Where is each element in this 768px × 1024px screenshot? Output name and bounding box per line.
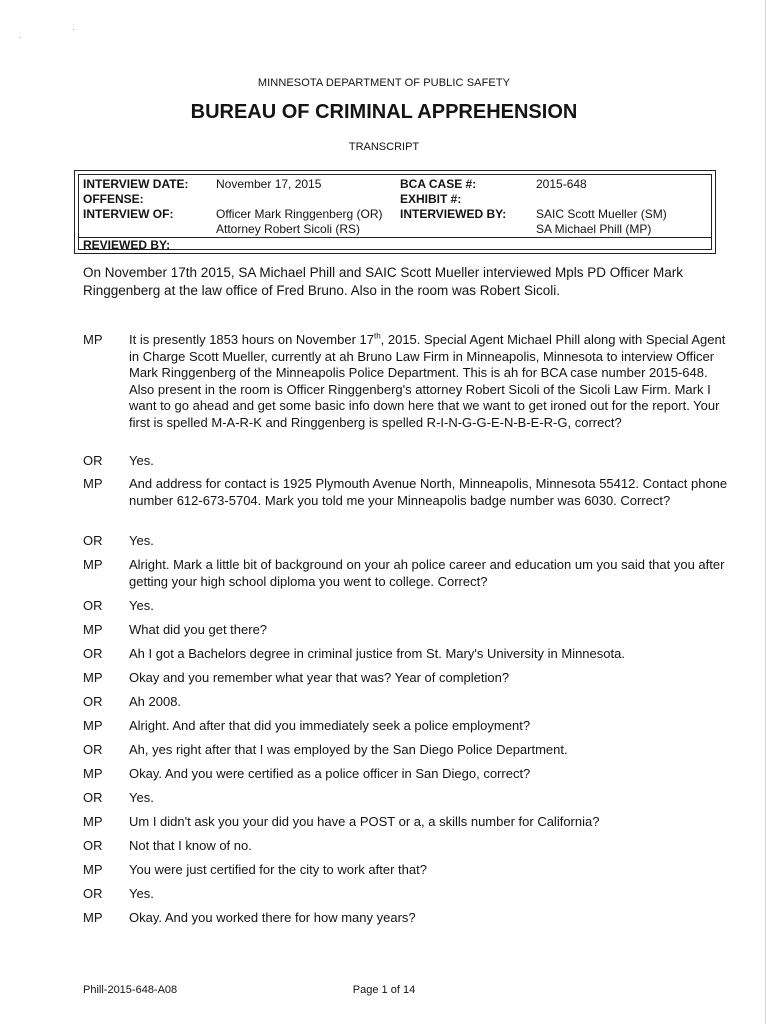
footer-document-id: Phill-2015-648-A08: [83, 984, 178, 996]
utterance-text: What did you get there?: [129, 622, 268, 637]
intro-paragraph: On November 17th 2015, SA Michael Phill and SAIC Scott Mueller interviewed Mpls PD Officer Mark Ringgenberg at the law office of Fred Bruno. Also in the room was Robert Sicoli.: [83, 265, 684, 298]
interview-date-value: November 17, 2015: [216, 177, 322, 191]
speaker-code: OR: [83, 533, 103, 548]
speaker-code: MP: [83, 718, 103, 733]
speaker-code: OR: [83, 598, 103, 613]
speaker-code: OR: [83, 453, 103, 468]
interviewer-saic: SAIC Scott Mueller (SM): [536, 207, 667, 221]
utterance-text: Okay. And you were certified as a police officer in San Diego, correct?: [129, 766, 531, 781]
utterance-text: Ah 2008.: [129, 694, 182, 709]
department-heading: MINNESOTA DEPARTMENT OF PUBLIC SAFETY: [257, 77, 511, 89]
utterance-text: Ah, yes right after that I was employed by the San Diego Police Department.: [129, 742, 568, 757]
footer-page-number: Page 1 of 14: [352, 984, 416, 996]
speaker-code: MP: [83, 862, 103, 877]
reviewed-by-label: REVIEWED BY:: [83, 238, 171, 252]
utterance-text: Yes.: [129, 453, 154, 468]
exhibit-label: EXHIBIT #:: [400, 192, 462, 206]
speaker-code: OR: [83, 646, 103, 661]
utterance-text: Yes.: [129, 790, 154, 805]
utterance-text: Yes.: [129, 886, 154, 901]
speaker-code: MP: [83, 910, 103, 925]
scan-edge-line: [765, 0, 766, 1024]
scan-speck: ·: [72, 24, 75, 34]
bureau-title: BUREAU OF CRIMINAL APPREHENSION: [190, 101, 578, 123]
utterance-text: Alright. Mark a little bit of background on your ah police career and education um you said that you after getting your high school diploma you went to college. Correct?: [129, 557, 725, 589]
utterance-text: [129, 332, 729, 431]
utterance-text: Okay. And you worked there for how many years?: [129, 910, 416, 925]
speaker-code: MP: [83, 670, 103, 685]
utterance-text: And address for contact is 1925 Plymouth Avenue North, Minneapolis, Minnesota 55412. Contact phone number 612-673-5704. Mark you told me your Minneapolis badge number was 6030. Correct?: [129, 476, 728, 508]
speaker-code: MP: [83, 332, 103, 347]
speaker-code: OR: [83, 742, 103, 757]
utterance-text: Alright. And after that did you immediately seek a police employment?: [129, 718, 531, 733]
utterance-text: Um I didn't ask you your did you have a POST or a, a skills number for California?: [129, 814, 600, 829]
utterance-part: It is presently 1853 hours on November 17: [129, 332, 374, 347]
speaker-code: MP: [83, 766, 103, 781]
speaker-code: MP: [83, 814, 103, 829]
case-number-label: BCA CASE #:: [400, 177, 477, 191]
utterance-text: Not that I know of no.: [129, 838, 252, 853]
interviewee-officer: Officer Mark Ringgenberg (OR): [216, 207, 383, 221]
interview-info-inner-border: [78, 174, 712, 250]
speaker-code: MP: [83, 622, 103, 637]
scan-speck: ·: [18, 32, 21, 42]
speaker-code: MP: [83, 476, 103, 491]
interviewer-sa: SA Michael Phill (MP): [536, 222, 652, 236]
offense-label: OFFENSE:: [83, 192, 144, 206]
interview-date-label: INTERVIEW DATE:: [83, 177, 189, 191]
speaker-code: OR: [83, 790, 103, 805]
speaker-code: OR: [83, 838, 103, 853]
ordinal-suffix: th: [373, 331, 381, 341]
utterance-text: Yes.: [129, 533, 154, 548]
case-number-value: 2015-648: [536, 177, 587, 191]
utterance-text: Okay and you remember what year that was? Year of completion?: [129, 670, 510, 685]
utterance-text: Yes.: [129, 598, 154, 613]
speaker-code: MP: [83, 557, 103, 572]
utterance-text: Ah I got a Bachelors degree in criminal justice from St. Mary's University in Minnesota.: [129, 646, 625, 661]
interview-of-label: INTERVIEW OF:: [83, 207, 174, 221]
interview-info-box: [74, 170, 716, 254]
speaker-code: OR: [83, 886, 103, 901]
utterance-text: You were just certified for the city to work after that?: [129, 862, 427, 877]
interviewee-attorney: Attorney Robert Sicoli (RS): [216, 222, 361, 236]
document-type: TRANSCRIPT: [348, 141, 420, 153]
utterance-part: , 2015. Special Agent Michael Phill along with Special Agent in Charge Scott Mueller, currently at ah Bruno Law Firm in Minneapolis, Minnesota to interview Officer Mark Ringgenberg of the Minneapolis Police Department. This is ah for BCA case number 2015-648. Also present in the room is Officer Ringgenberg's attorney Robert Sicoli of the Sicoli Law Firm. Mark I want to go ahead and get some basic info down here that we want to get ironed out for the report. Your first is spelled M-A-R-K and Ringgenberg is spelled R-I-N-G-G-E-N-B-E-R-G, correct?: [129, 332, 726, 430]
speaker-code: OR: [83, 694, 103, 709]
reviewed-by-separator: [79, 237, 711, 238]
interviewed-by-label: INTERVIEWED BY:: [400, 207, 507, 221]
